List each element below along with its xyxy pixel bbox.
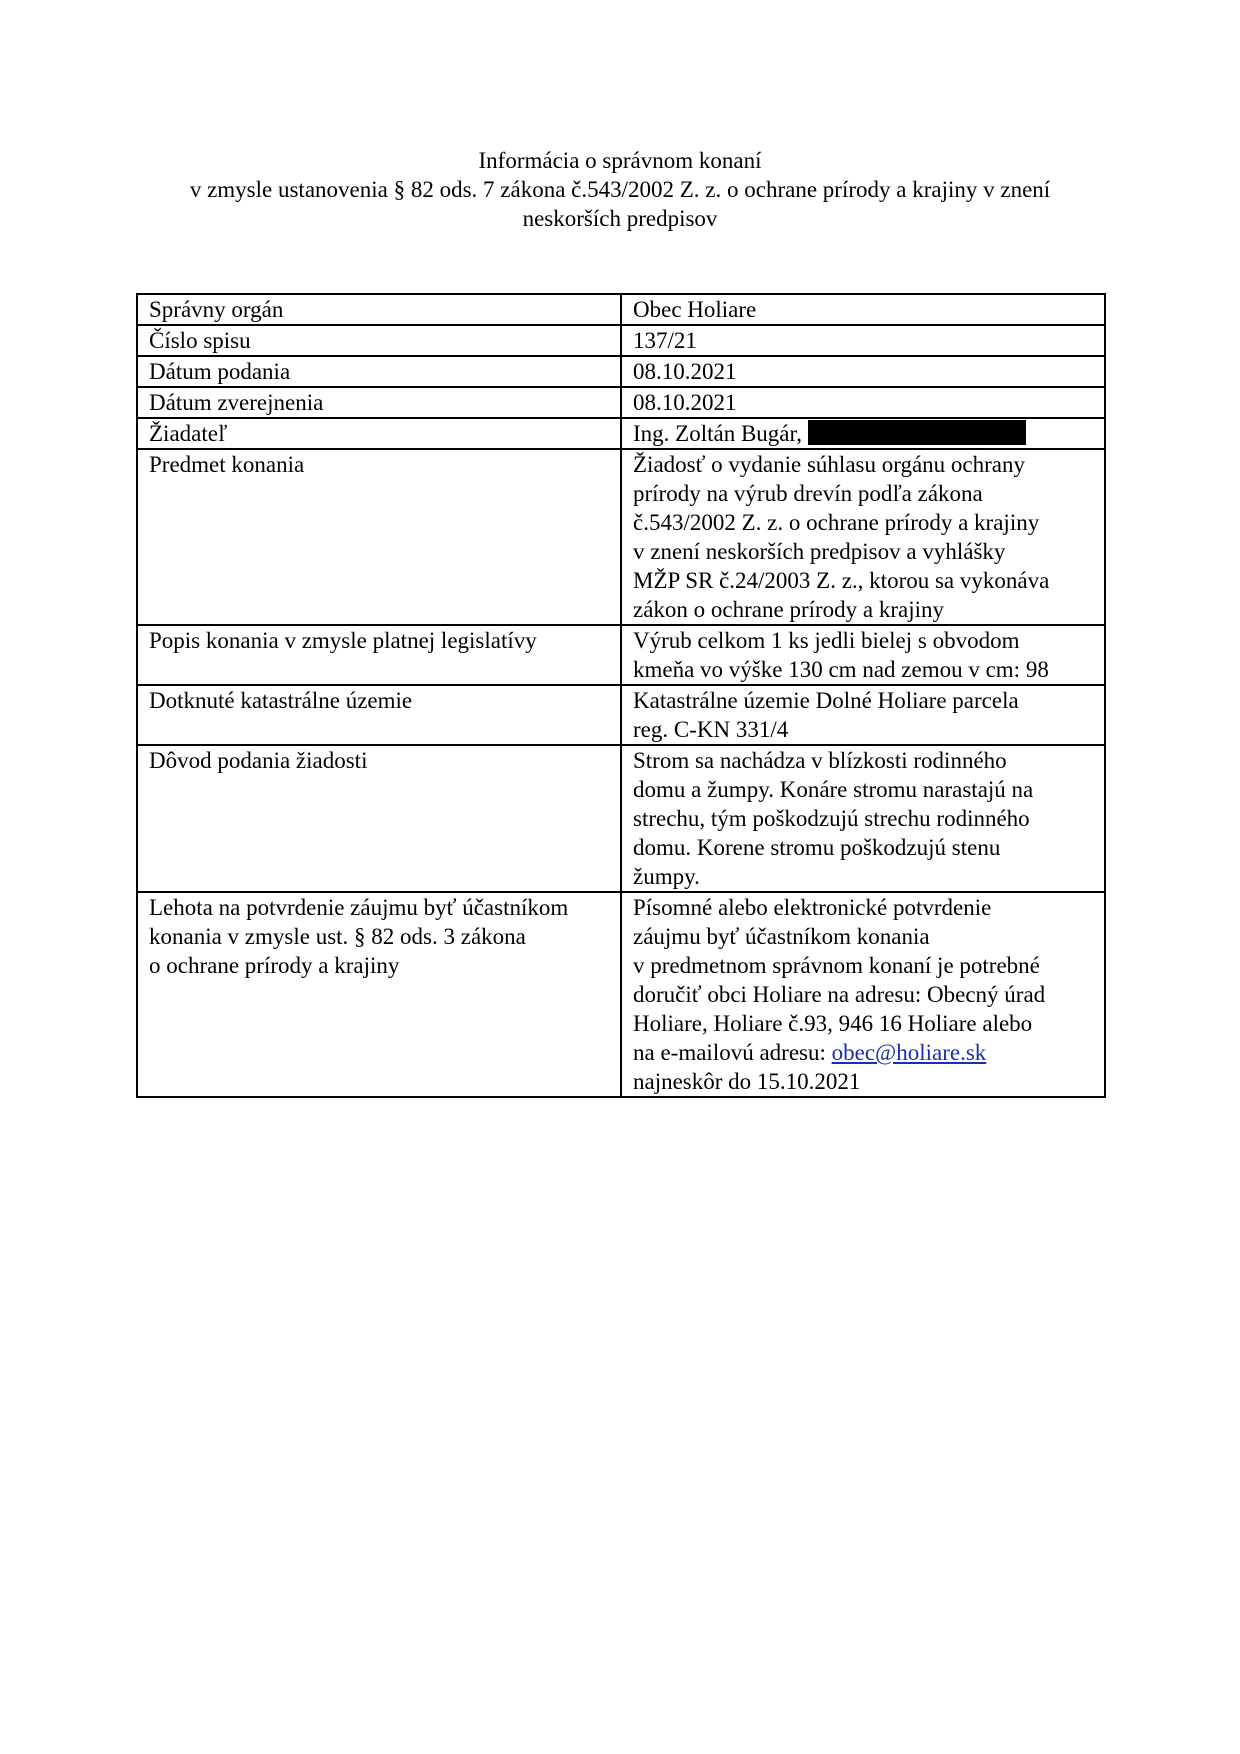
deadline-date: najneskôr do 15.10.2021: [633, 1069, 861, 1094]
row-label: Dátum zverejnenia: [137, 387, 621, 418]
row-label: Žiadateľ: [137, 418, 621, 449]
row-value: Výrub celkom 1 ks jedli bielej s obvodom kmeňa vo výške 130 cm nad zemou v cm: 98: [621, 625, 1105, 685]
table-row-submission-date: [137, 356, 1105, 387]
table-row-deadline: [137, 892, 1105, 1097]
table-row-subject: [137, 449, 1105, 625]
document-heading: [120, 146, 1120, 233]
table-row-description: [137, 625, 1105, 685]
table-row-file-number: [137, 325, 1105, 356]
row-value: 08.10.2021: [621, 356, 1105, 387]
table-row-cadastral-area: [137, 685, 1105, 745]
heading-subtitle-line-1: v zmysle ustanovenia § 82 ods. 7 zákona č.543/2002 Z. z. o ochrane prírody a krajiny v znení: [189, 177, 1051, 202]
row-value: 08.10.2021: [621, 387, 1105, 418]
row-label: Predmet konania: [137, 449, 621, 625]
row-label: Dotknuté katastrálne územie: [137, 685, 621, 745]
email-prefix: na e-mailovú adresu:: [633, 1040, 832, 1065]
table-row-reason: [137, 745, 1105, 892]
row-label: Lehota na potvrdenie záujmu byť účastníkom konania v zmysle ust. § 82 ods. 3 zákona o ochrane prírody a krajiny: [137, 892, 621, 1097]
row-label: Popis konania v zmysle platnej legislatívy: [137, 625, 621, 685]
row-label: Číslo spisu: [137, 325, 621, 356]
row-label: Dátum podania: [137, 356, 621, 387]
applicant-name: Ing. Zoltán Bugár,: [633, 421, 802, 446]
table-row-publication-date: [137, 387, 1105, 418]
row-value: [621, 418, 1105, 449]
row-value: Písomné alebo elektronické potvrdenie záujmu byť účastníkom konania v predmetnom správnom konaní je potrebné doručiť obci Holiare na adresu: Obecný úrad Holiare, Holiare č.93, 946 16 Holiare alebo na e-mailovú adresu: obec@holiare.sk najneskôr do 15.10.2021: [621, 892, 1105, 1097]
heading-subtitle-line-2: neskorších predpisov: [522, 206, 718, 231]
heading-title: Informácia o správnom konaní: [478, 148, 762, 173]
proceedings-info-table: [136, 293, 1106, 1098]
table-row-applicant: [137, 418, 1105, 449]
table-row-authority: [137, 294, 1105, 325]
row-label: Dôvod podania žiadosti: [137, 745, 621, 892]
row-value: Strom sa nachádza v blízkosti rodinného domu a žumpy. Konáre stromu narastajú na strechu, tým poškodzujú strechu rodinného domu. Korene stromu poškodzujú stenu žumpy.: [621, 745, 1105, 892]
row-value: 137/21: [621, 325, 1105, 356]
row-value: Katastrálne územie Dolné Holiare parcela reg. C-KN 331/4: [621, 685, 1105, 745]
redaction-bar: [808, 420, 1026, 445]
row-value: Obec Holiare: [621, 294, 1105, 325]
row-label: Správny orgán: [137, 294, 621, 325]
row-value: Žiadosť o vydanie súhlasu orgánu ochrany prírody na výrub drevín podľa zákona č.543/2002 Z. z. o ochrane prírody a krajiny v znení neskorších predpisov a vyhlášky MŽP SR č.24/2003 Z. z., ktorou sa vykonáva zákon o ochrane prírody a krajiny: [621, 449, 1105, 625]
email-link[interactable]: obec@holiare.sk: [831, 1040, 987, 1065]
